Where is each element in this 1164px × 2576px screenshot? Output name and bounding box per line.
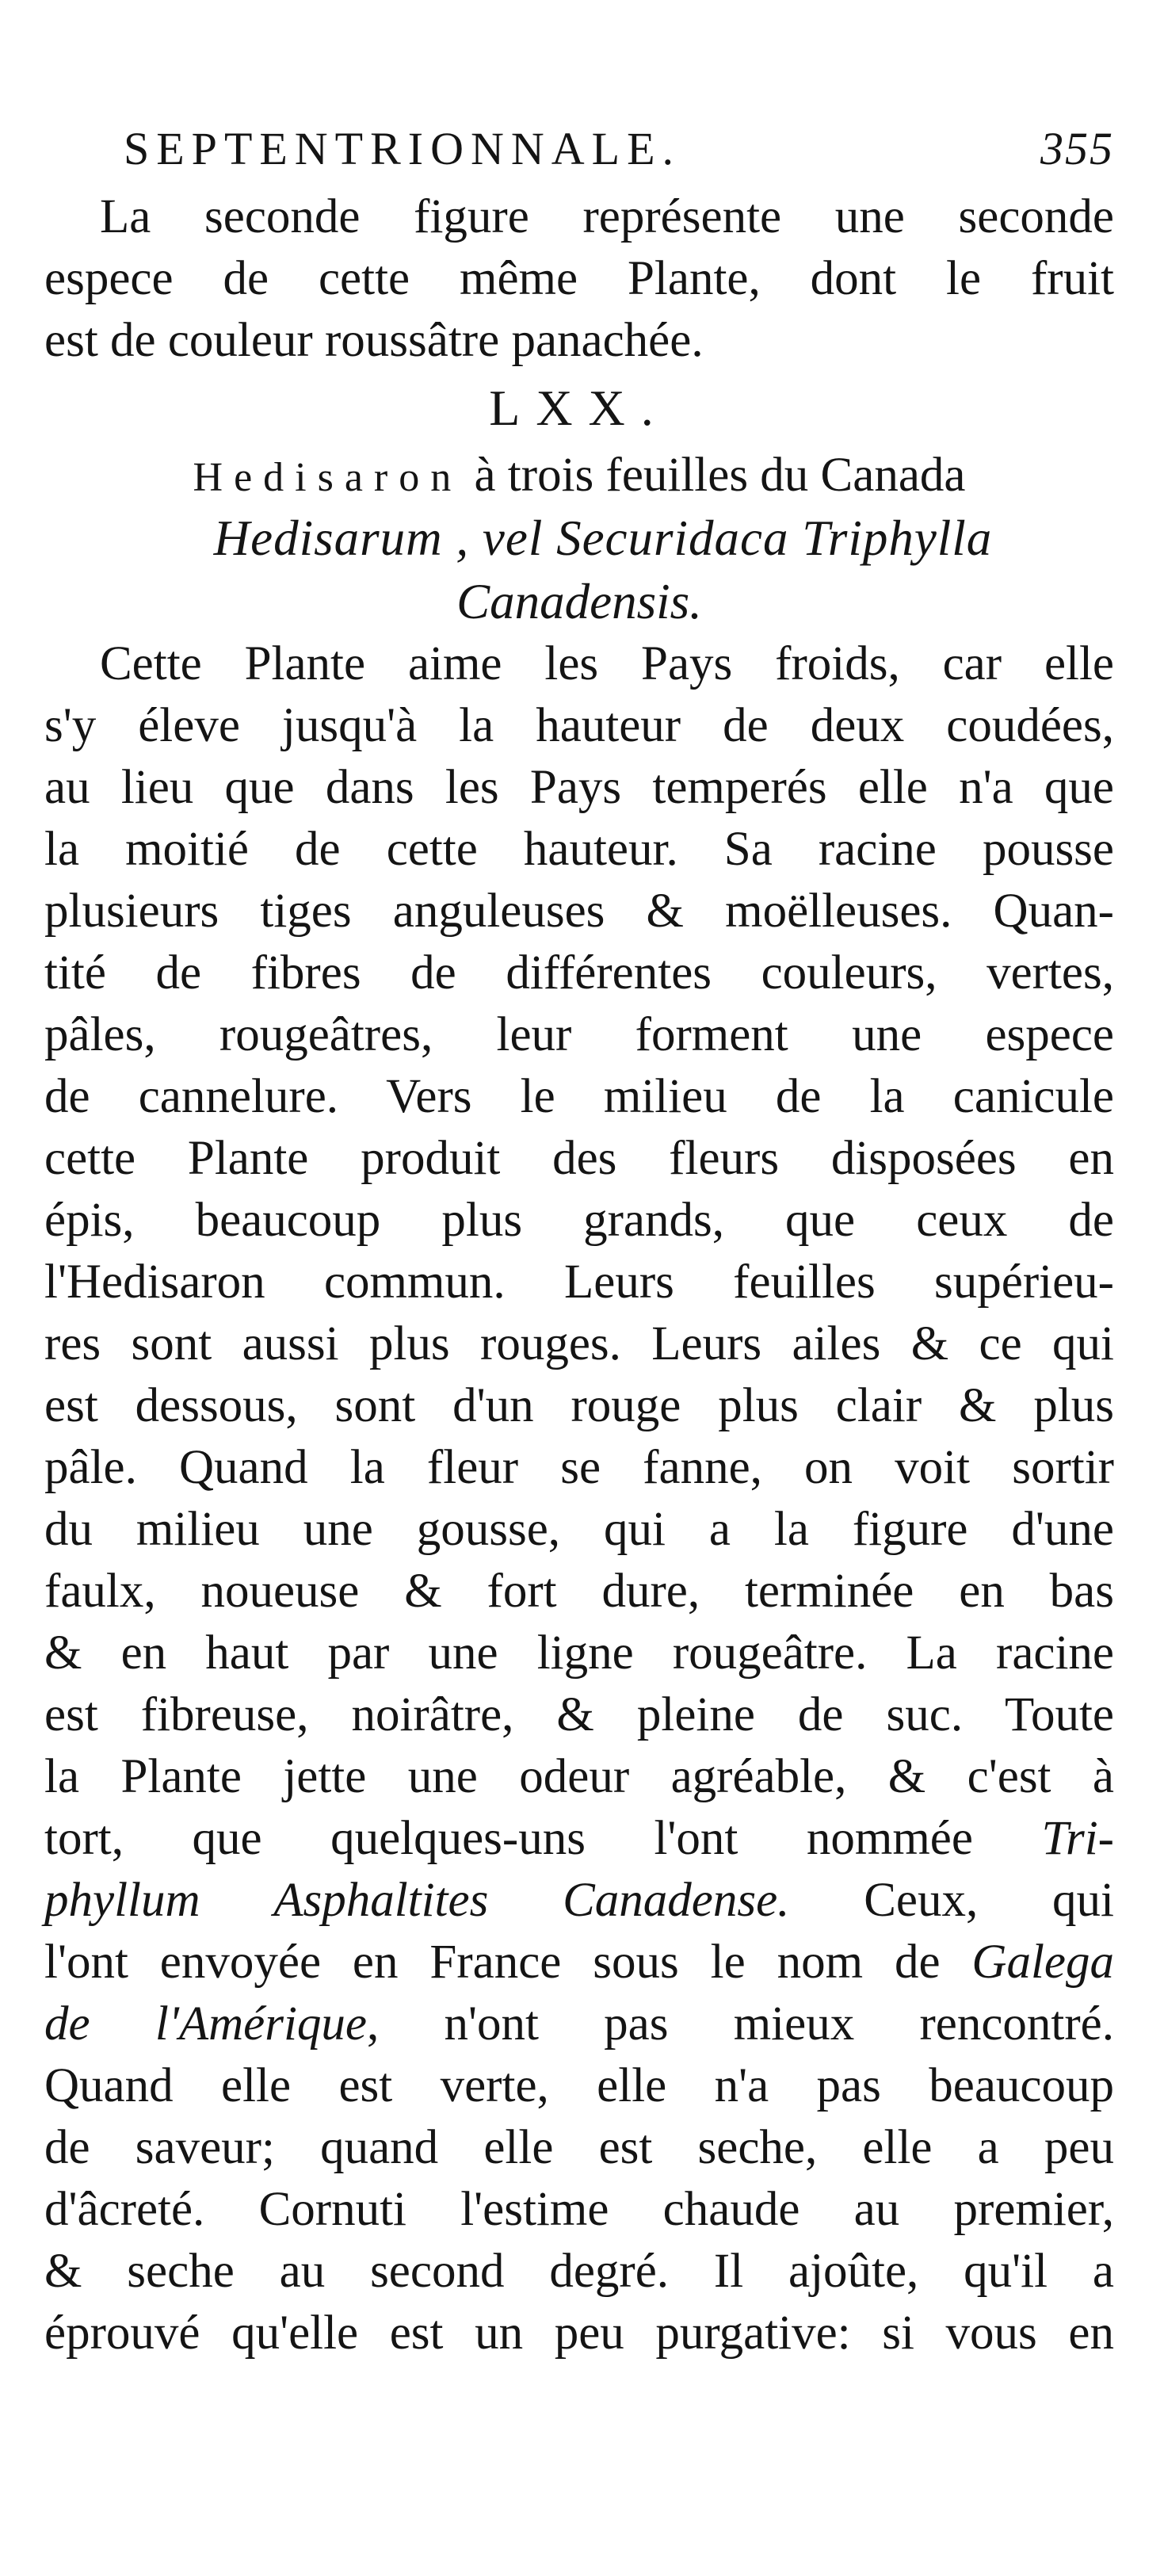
text-span: , n'ont pas mieux rencontré. — [366, 1997, 1114, 2050]
text-line: s'y éleve jusqu'à la hauteur de deux coudées, — [44, 699, 1114, 752]
text-line: de cannelure. Vers le milieu de la canicule — [44, 1070, 1114, 1123]
italic-span: phyllum Asphaltites Canadense. — [44, 1874, 790, 1927]
italic-span: de l'Amérique — [44, 1997, 367, 2050]
text-line: la Plante jette une odeur agréable, & c'est à — [44, 1750, 1114, 1803]
text-line: Cette Plante aime les Pays froids, car elle — [100, 637, 1114, 690]
text-span: tort, que quelques-uns l'ont nommée — [44, 1812, 973, 1865]
text-line — [44, 1932, 1114, 1993]
latin-name-line: Hedisarum , vel Securidaca Triphylla — [213, 510, 993, 566]
body-paragraph — [44, 633, 1114, 2364]
text-line: la moitié de cette hauteur. Sa racine pousse — [44, 823, 1114, 876]
text-line: res sont aussi plus rouges. Leurs ailes & ce qui — [44, 1317, 1114, 1370]
text-line: est dessous, sont d'un rouge plus clair & plus — [44, 1379, 1114, 1432]
running-title: SEPTENTRIONNALE. — [124, 123, 681, 174]
text-line: épis, beaucoup plus grands, que ceux de — [44, 1194, 1114, 1247]
text-span: Ceux, qui — [864, 1874, 1114, 1927]
italic-span: Galega — [971, 1936, 1114, 1989]
text-line: faulx, noueuse & fort dure, terminée en bas — [44, 1565, 1114, 1618]
section-heading — [44, 445, 1114, 506]
heading-smallcaps: Hedisaron — [193, 455, 463, 500]
italic-span: Tri- — [1041, 1812, 1114, 1865]
text-line: plusieurs tiges anguleuses & moëlleuses. Quan- — [44, 885, 1114, 938]
text-line: pâles, rougeâtres, leur forment une espece — [44, 1008, 1114, 1061]
text-line: au lieu que dans les Pays temperés elle n'a que — [44, 761, 1114, 814]
text-line — [44, 1870, 1114, 1932]
page-number: 355 — [1040, 123, 1114, 174]
text-line: est de couleur roussâtre panachée. — [44, 314, 704, 367]
text-line: est fibreuse, noirâtre, & pleine de suc. Toute — [44, 1688, 1114, 1741]
text-span: l'ont envoyée en France sous le nom de — [44, 1936, 941, 1989]
running-header — [44, 111, 1114, 186]
text-line: La seconde figure représente une seconde — [100, 190, 1114, 243]
text-line: Quand elle est verte, elle n'a pas beaucoup — [44, 2059, 1114, 2112]
text-line: du milieu une gousse, qui a la figure d'une — [44, 1503, 1114, 1556]
book-page — [44, 111, 1114, 2364]
text-line: tité de fibres de différentes couleurs, vertes, — [44, 946, 1114, 999]
continuation-paragraph — [44, 186, 1114, 372]
text-line: éprouvé qu'elle est un peu purgative: si vous en — [44, 2307, 1114, 2360]
text-line: espece de cette même Plante, dont le fruit — [44, 252, 1114, 305]
text-line: cette Plante produit des fleurs disposées en — [44, 1132, 1114, 1185]
text-line: & en haut par une ligne rougeâtre. La racine — [44, 1626, 1114, 1680]
section-number: LXX. — [489, 380, 670, 436]
text-line: pâle. Quand la fleur se fanne, on voit sortir — [44, 1441, 1114, 1494]
latin-name-line: Canadensis. — [456, 574, 702, 629]
text-line: d'âcreté. Cornuti l'estime chaude au premier, — [44, 2183, 1114, 2236]
text-line: l'Hedisaron commun. Leurs feuilles supérieu- — [44, 1256, 1114, 1309]
text-line — [44, 1993, 1114, 2055]
heading-rest: à trois feuilles du Canada — [474, 449, 966, 502]
text-line: & seche au second degré. Il ajoûte, qu'il a — [44, 2245, 1114, 2298]
text-line — [44, 1808, 1114, 1870]
text-line: de saveur; quand elle est seche, elle a peu — [44, 2121, 1114, 2174]
